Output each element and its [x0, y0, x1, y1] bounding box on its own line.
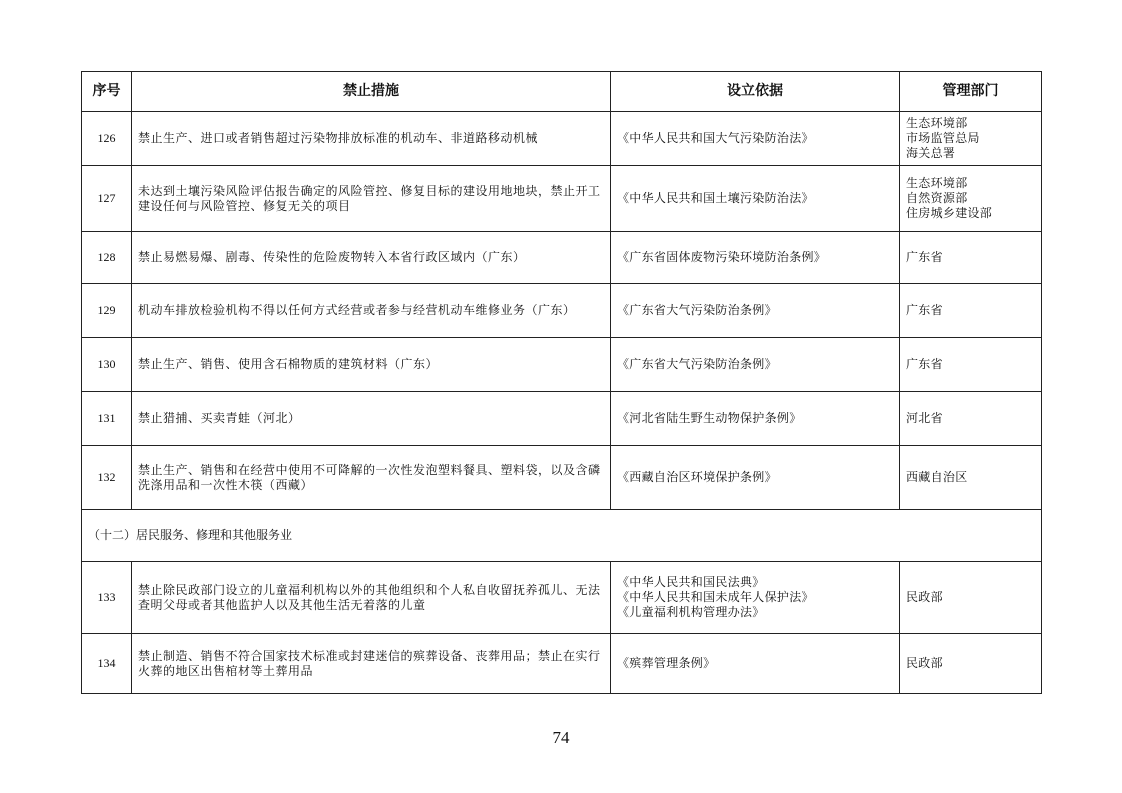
prohibition-measure: 禁止易燃易爆、剧毒、传染性的危险废物转入本省行政区域内（广东）: [132, 232, 611, 284]
basis-line: 《中华人民共和国大气污染防治法》: [617, 131, 814, 145]
basis-line: 《西藏自治区环境保护条例》: [617, 470, 777, 484]
prohibition-measure: 禁止制造、销售不符合国家技术标准或封建迷信的殡葬设备、丧葬用品；禁止在实行火葬的地区出售棺材等土葬用品: [132, 634, 611, 694]
prohibition-measure: 机动车排放检验机构不得以任何方式经营或者参与经营机动车维修业务（广东）: [132, 284, 611, 338]
department-line: 住房城乡建设部: [906, 206, 993, 220]
department-line: 西藏自治区: [906, 470, 968, 484]
department-line: 广东省: [906, 357, 943, 371]
legal-basis: [611, 284, 900, 338]
department: [900, 562, 1042, 634]
page-number: 74: [552, 728, 570, 747]
department-line: 海关总署: [906, 146, 956, 160]
department-line: 河北省: [906, 411, 943, 425]
legal-basis: [611, 392, 900, 446]
regulation-table: [81, 71, 1042, 694]
department: [900, 634, 1042, 694]
table-row: [82, 166, 1042, 232]
header-num: 序号: [82, 72, 132, 112]
table-row: [82, 232, 1042, 284]
table-row: [82, 338, 1042, 392]
prohibition-measure: 禁止除民政部门设立的儿童福利机构以外的其他组织和个人私自收留抚养孤儿、无法查明父母或者其他监护人以及其他生活无着落的儿童: [132, 562, 611, 634]
header-dept: 管理部门: [900, 72, 1042, 112]
prohibition-measure: 禁止生产、销售、使用含石棉物质的建筑材料（广东）: [132, 338, 611, 392]
department-line: 生态环境部: [906, 176, 968, 190]
table-row: [82, 634, 1042, 694]
legal-basis: [611, 562, 900, 634]
header-basis: 设立依据: [611, 72, 900, 112]
department: [900, 446, 1042, 510]
department: [900, 284, 1042, 338]
legal-basis: [611, 634, 900, 694]
prohibition-measure: 禁止生产、进口或者销售超过污染物排放标准的机动车、非道路移动机械: [132, 112, 611, 166]
row-number: 126: [82, 112, 132, 166]
row-number: 131: [82, 392, 132, 446]
department: [900, 112, 1042, 166]
section-row: [82, 510, 1042, 562]
row-number: 130: [82, 338, 132, 392]
department-line: 广东省: [906, 250, 943, 264]
row-number: 132: [82, 446, 132, 510]
table-row: [82, 446, 1042, 510]
department: [900, 166, 1042, 232]
header-measure: 禁止措施: [132, 72, 611, 112]
department: [900, 232, 1042, 284]
basis-line: 《河北省陆生野生动物保护条例》: [617, 411, 802, 425]
legal-basis: [611, 446, 900, 510]
row-number: 134: [82, 634, 132, 694]
table-row: [82, 392, 1042, 446]
row-number: 127: [82, 166, 132, 232]
basis-line: 《中华人民共和国土壤污染防治法》: [617, 191, 814, 205]
department-line: 市场监管总局: [906, 131, 980, 145]
table-row: [82, 284, 1042, 338]
legal-basis: [611, 338, 900, 392]
department-line: 民政部: [906, 590, 943, 604]
basis-line: 《广东省大气污染防治条例》: [617, 303, 777, 317]
department: [900, 338, 1042, 392]
header-row: [82, 72, 1042, 112]
basis-line: 《儿童福利机构管理办法》: [617, 605, 765, 619]
table-row: [82, 562, 1042, 634]
basis-line: 《中华人民共和国未成年人保护法》: [617, 590, 814, 604]
basis-line: 《广东省大气污染防治条例》: [617, 357, 777, 371]
prohibition-measure: 未达到土壤污染风险评估报告确定的风险管控、修复目标的建设用地地块，禁止开工建设任何与风险管控、修复无关的项目: [132, 166, 611, 232]
row-number: 128: [82, 232, 132, 284]
basis-line: 《广东省固体废物污染环境防治条例》: [617, 250, 827, 264]
row-number: 133: [82, 562, 132, 634]
department: [900, 392, 1042, 446]
table-row: [82, 112, 1042, 166]
department-line: 生态环境部: [906, 116, 968, 130]
prohibition-measure: 禁止生产、销售和在经营中使用不可降解的一次性发泡塑料餐具、塑料袋，以及含磷洗涤用品和一次性木筷（西藏）: [132, 446, 611, 510]
prohibition-measure: 禁止猎捕、买卖青蛙（河北）: [132, 392, 611, 446]
basis-line: 《中华人民共和国民法典》: [617, 575, 765, 589]
section-title: （十二）居民服务、修理和其他服务业: [82, 510, 1042, 562]
row-number: 129: [82, 284, 132, 338]
basis-line: 《殡葬管理条例》: [617, 656, 716, 670]
department-line: 民政部: [906, 656, 943, 670]
legal-basis: [611, 166, 900, 232]
legal-basis: [611, 112, 900, 166]
department-line: 广东省: [906, 303, 943, 317]
legal-basis: [611, 232, 900, 284]
department-line: 自然资源部: [906, 191, 968, 205]
